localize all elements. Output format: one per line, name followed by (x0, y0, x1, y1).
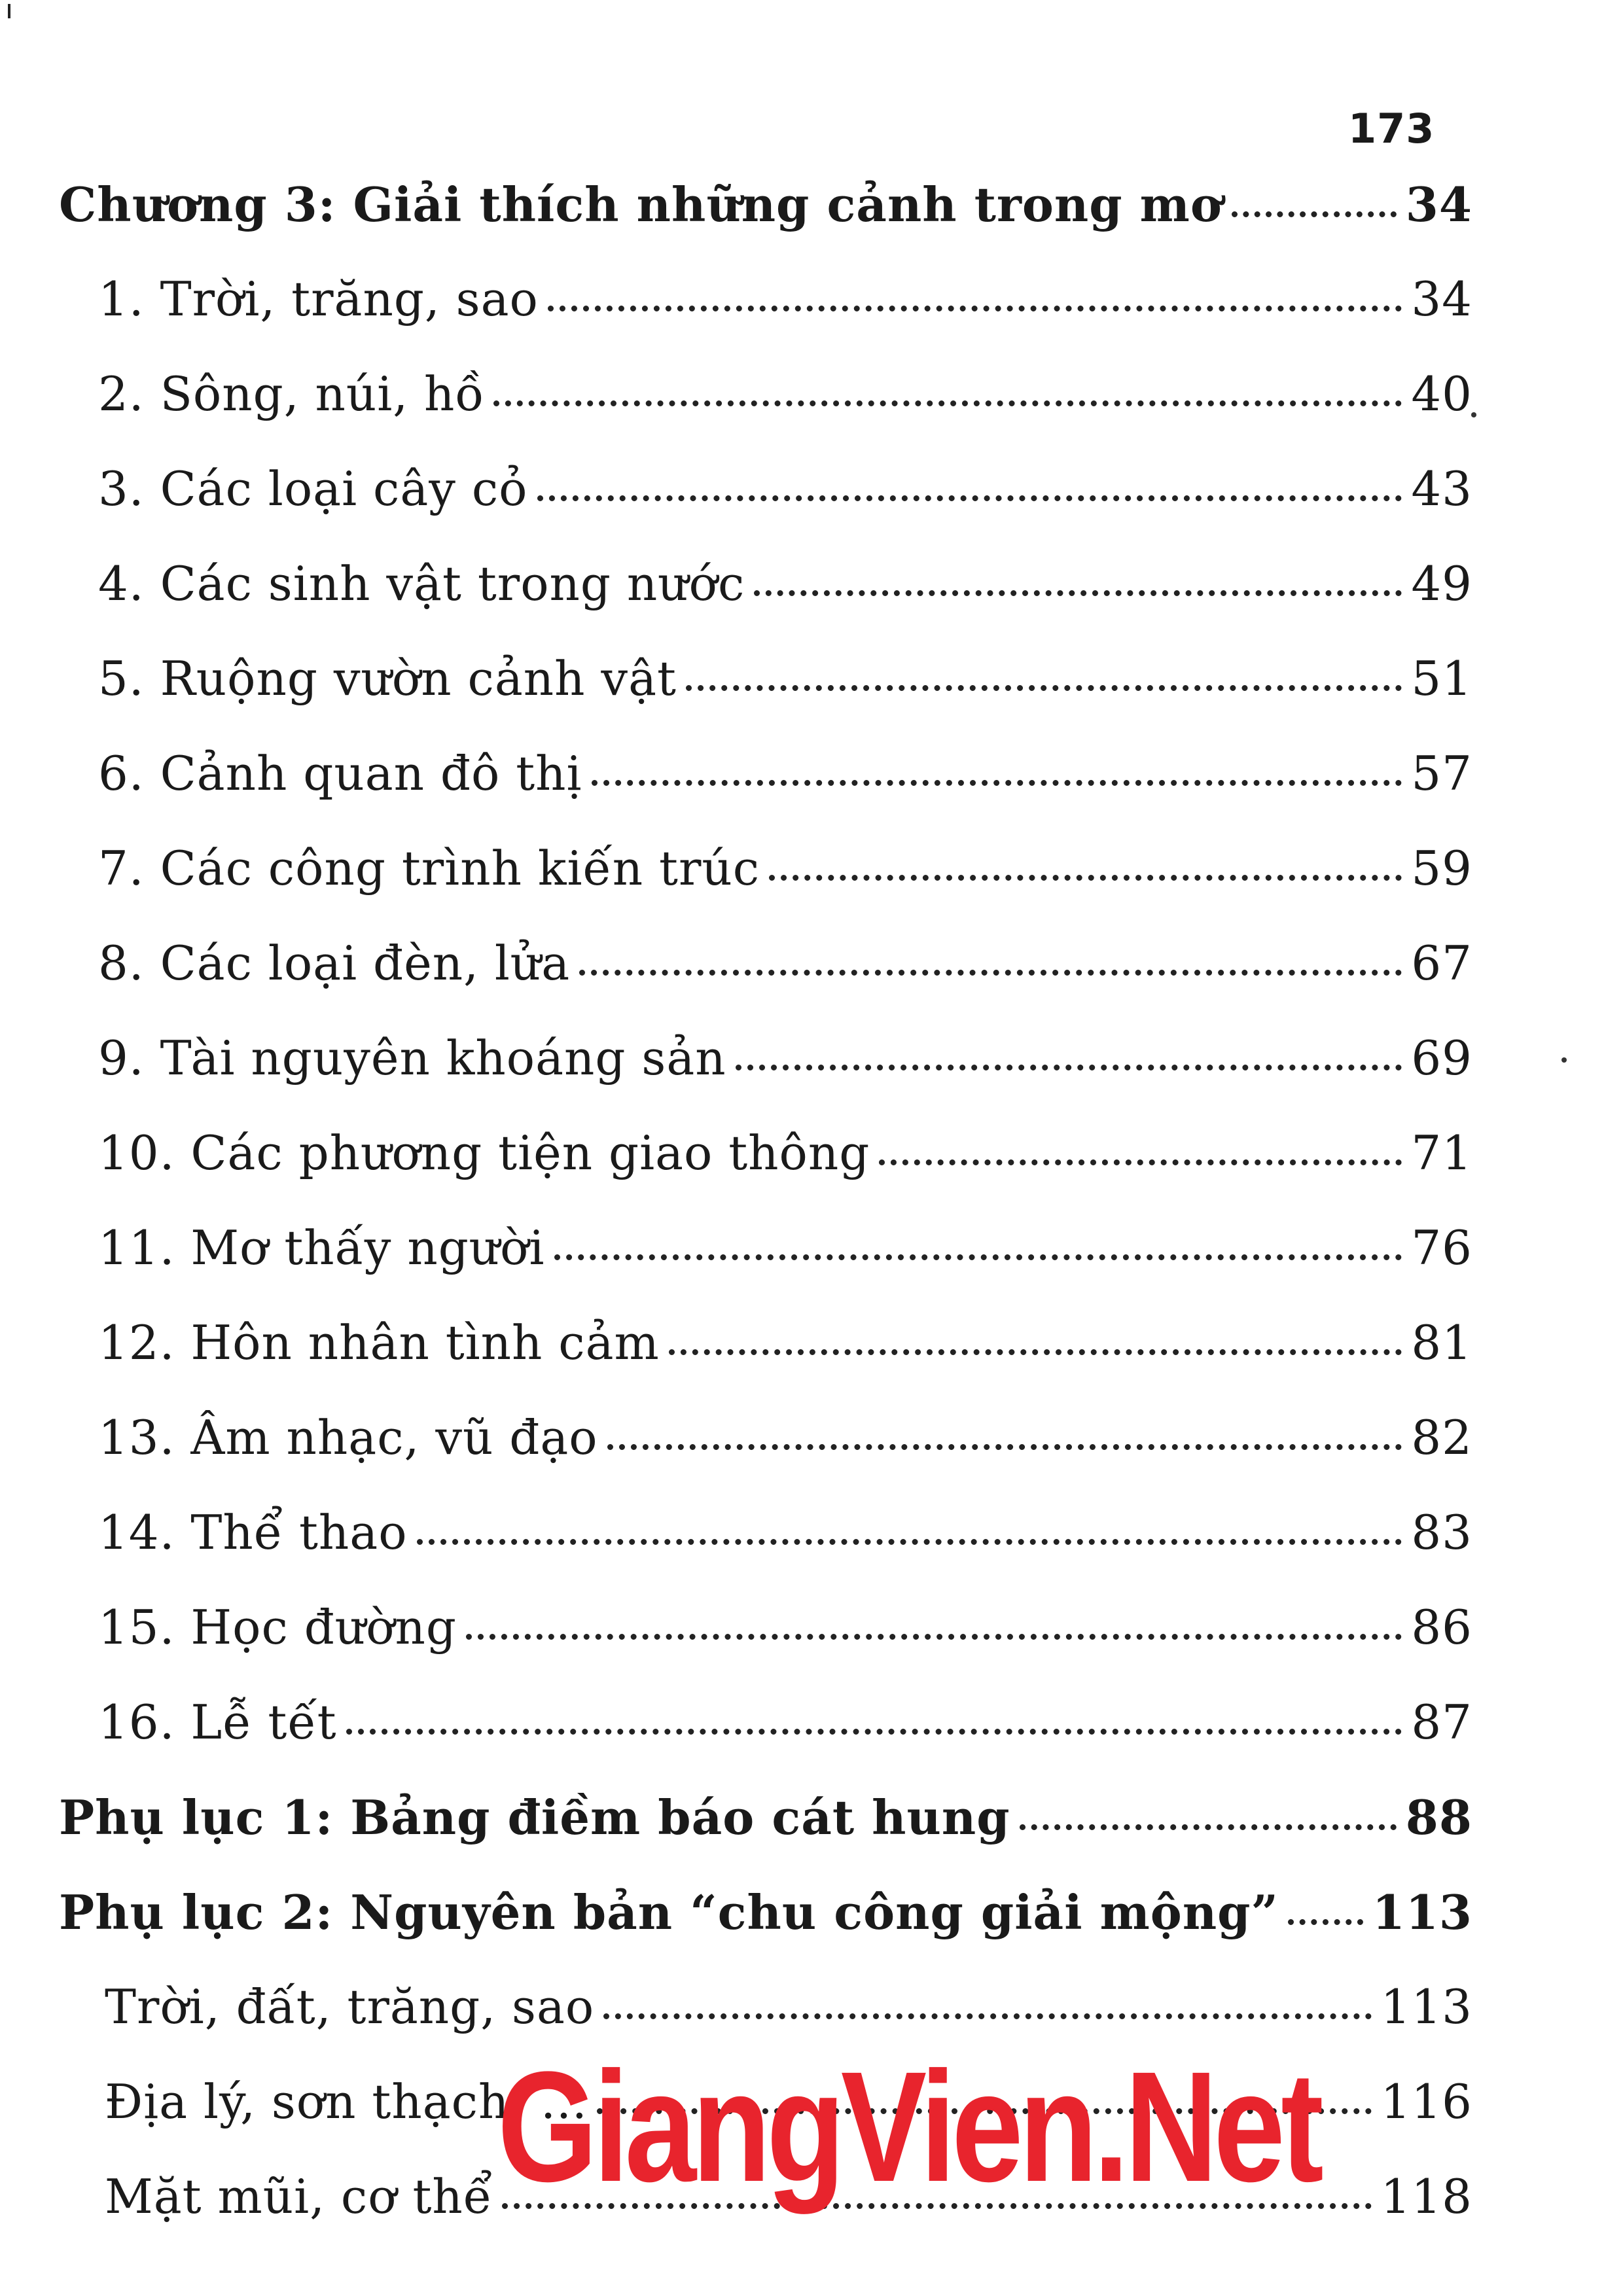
toc-section-heading (59, 1884, 1472, 1979)
toc-entry-page-number: 81 (1411, 1315, 1472, 1370)
dot-leader (554, 1254, 1402, 1260)
toc-entry (59, 841, 1472, 936)
toc-entry-page-number: 113 (1372, 1884, 1472, 1940)
dot-leader (669, 1349, 1402, 1355)
toc-entry-title: 1. Trời, trăng, sao (98, 272, 539, 327)
toc-entry-page-number: 86 (1411, 1600, 1472, 1655)
toc-entry-page-number: 118 (1380, 2169, 1472, 2224)
toc-entry-title: 4. Các sinh vật trong nước (98, 556, 745, 611)
toc-entry-page-number: 59 (1411, 841, 1472, 896)
scan-speck (1561, 1057, 1567, 1063)
dot-leader (736, 1065, 1402, 1070)
toc-entry (59, 1695, 1472, 1790)
dot-leader (754, 590, 1402, 596)
toc-entry-title: Trời, đất, trăng, sao (105, 1979, 595, 2034)
toc-entry-title: Phụ lục 2: Nguyên bản “chu công giải mộng” (59, 1884, 1279, 1940)
toc-entry-title: 14. Thể thao (98, 1505, 408, 1560)
toc-entry-page-number: 34 (1405, 177, 1472, 232)
toc-entry-title: 8. Các loại đèn, lửa (98, 936, 571, 991)
dot-leader (579, 970, 1402, 976)
watermark-logo: GiangVien.Net (497, 2039, 1320, 2214)
toc-entry (59, 272, 1472, 366)
dot-leader (346, 1729, 1402, 1735)
toc-entry-title: Phụ lục 1: Bảng điềm báo cát hung (59, 1790, 1010, 1845)
toc-entry (59, 461, 1472, 556)
toc-section-heading (59, 177, 1472, 272)
toc-entry-page-number: 40 (1411, 366, 1472, 421)
table-of-contents (59, 177, 1472, 2264)
toc-entry (59, 651, 1472, 746)
dot-leader (592, 780, 1402, 786)
toc-entry-title: Địa lý, sơn thạch, ... (105, 2074, 588, 2129)
toc-entry-title: 11. Mơ thấy người (98, 1220, 545, 1275)
toc-entry-title: 3. Các loại cây cỏ (98, 461, 528, 516)
toc-entry-title: 10. Các phương tiện giao thông (98, 1125, 870, 1180)
toc-entry-page-number: 34 (1411, 272, 1472, 327)
toc-entry (59, 746, 1472, 841)
toc-entry-title: 13. Âm nhạc, vũ đạo (98, 1410, 598, 1465)
toc-entry-page-number: 83 (1411, 1505, 1472, 1560)
toc-entry-page-number: 88 (1405, 1790, 1472, 1845)
toc-entry-title: Chương 3: Giải thích những cảnh trong mơ (59, 177, 1222, 232)
toc-entry (59, 366, 1472, 461)
toc-entry (59, 1505, 1472, 1600)
dot-leader (769, 875, 1402, 881)
toc-entry-page-number: 49 (1411, 556, 1472, 611)
toc-entry (59, 1410, 1472, 1505)
toc-entry-title: 12. Hôn nhân tình cảm (98, 1315, 660, 1370)
toc-entry-page-number: 116 (1380, 2074, 1472, 2129)
dot-leader (466, 1634, 1402, 1640)
dot-leader (686, 685, 1402, 691)
dot-leader (548, 306, 1402, 311)
dot-leader (879, 1159, 1402, 1165)
toc-entry-title: 2. Sông, núi, hồ (98, 366, 485, 421)
toc-entry (59, 1031, 1472, 1125)
toc-entry (59, 936, 1472, 1031)
toc-entry (59, 1315, 1472, 1410)
toc-entry-title: 15. Học đường (98, 1600, 457, 1655)
toc-entry-page-number: 82 (1411, 1410, 1472, 1465)
toc-entry-title: 16. Lễ tết (98, 1695, 337, 1750)
dot-leader (493, 400, 1402, 406)
toc-entry-page-number: 43 (1411, 461, 1472, 516)
dot-leader (1288, 1919, 1363, 1925)
toc-entry-page-number: 67 (1411, 936, 1472, 991)
toc-entry-page-number: 87 (1411, 1695, 1472, 1750)
toc-entry-title: 9. Tài nguyên khoáng sản (98, 1031, 726, 1086)
toc-entry-title: Mặt mũi, cơ thể (105, 2169, 493, 2224)
page-edge-mark (8, 4, 10, 18)
toc-entry-page-number: 113 (1380, 1979, 1472, 2034)
dot-leader (1232, 211, 1397, 217)
toc-entry-page-number: 57 (1411, 746, 1472, 801)
toc-entry-title: 6. Cảnh quan đô thị (98, 746, 582, 801)
toc-entry (59, 1220, 1472, 1315)
toc-entry-page-number: 76 (1411, 1220, 1472, 1275)
toc-entry (59, 1600, 1472, 1695)
toc-entry-title: 7. Các công trình kiến trúc (98, 841, 760, 896)
toc-section-heading (59, 1790, 1472, 1884)
toc-entry-title: 5. Ruộng vườn cảnh vật (98, 651, 677, 706)
dot-leader (603, 2013, 1371, 2019)
toc-entry-page-number: 51 (1411, 651, 1472, 706)
dot-leader (607, 1444, 1402, 1450)
page-number: 173 (1348, 105, 1435, 152)
dot-leader (537, 495, 1402, 501)
toc-entry (59, 1125, 1472, 1220)
toc-entry-page-number: 69 (1411, 1031, 1472, 1086)
dot-leader (417, 1539, 1402, 1545)
toc-entry-page-number: 71 (1411, 1125, 1472, 1180)
toc-entry (59, 556, 1472, 651)
dot-leader (1020, 1824, 1397, 1830)
